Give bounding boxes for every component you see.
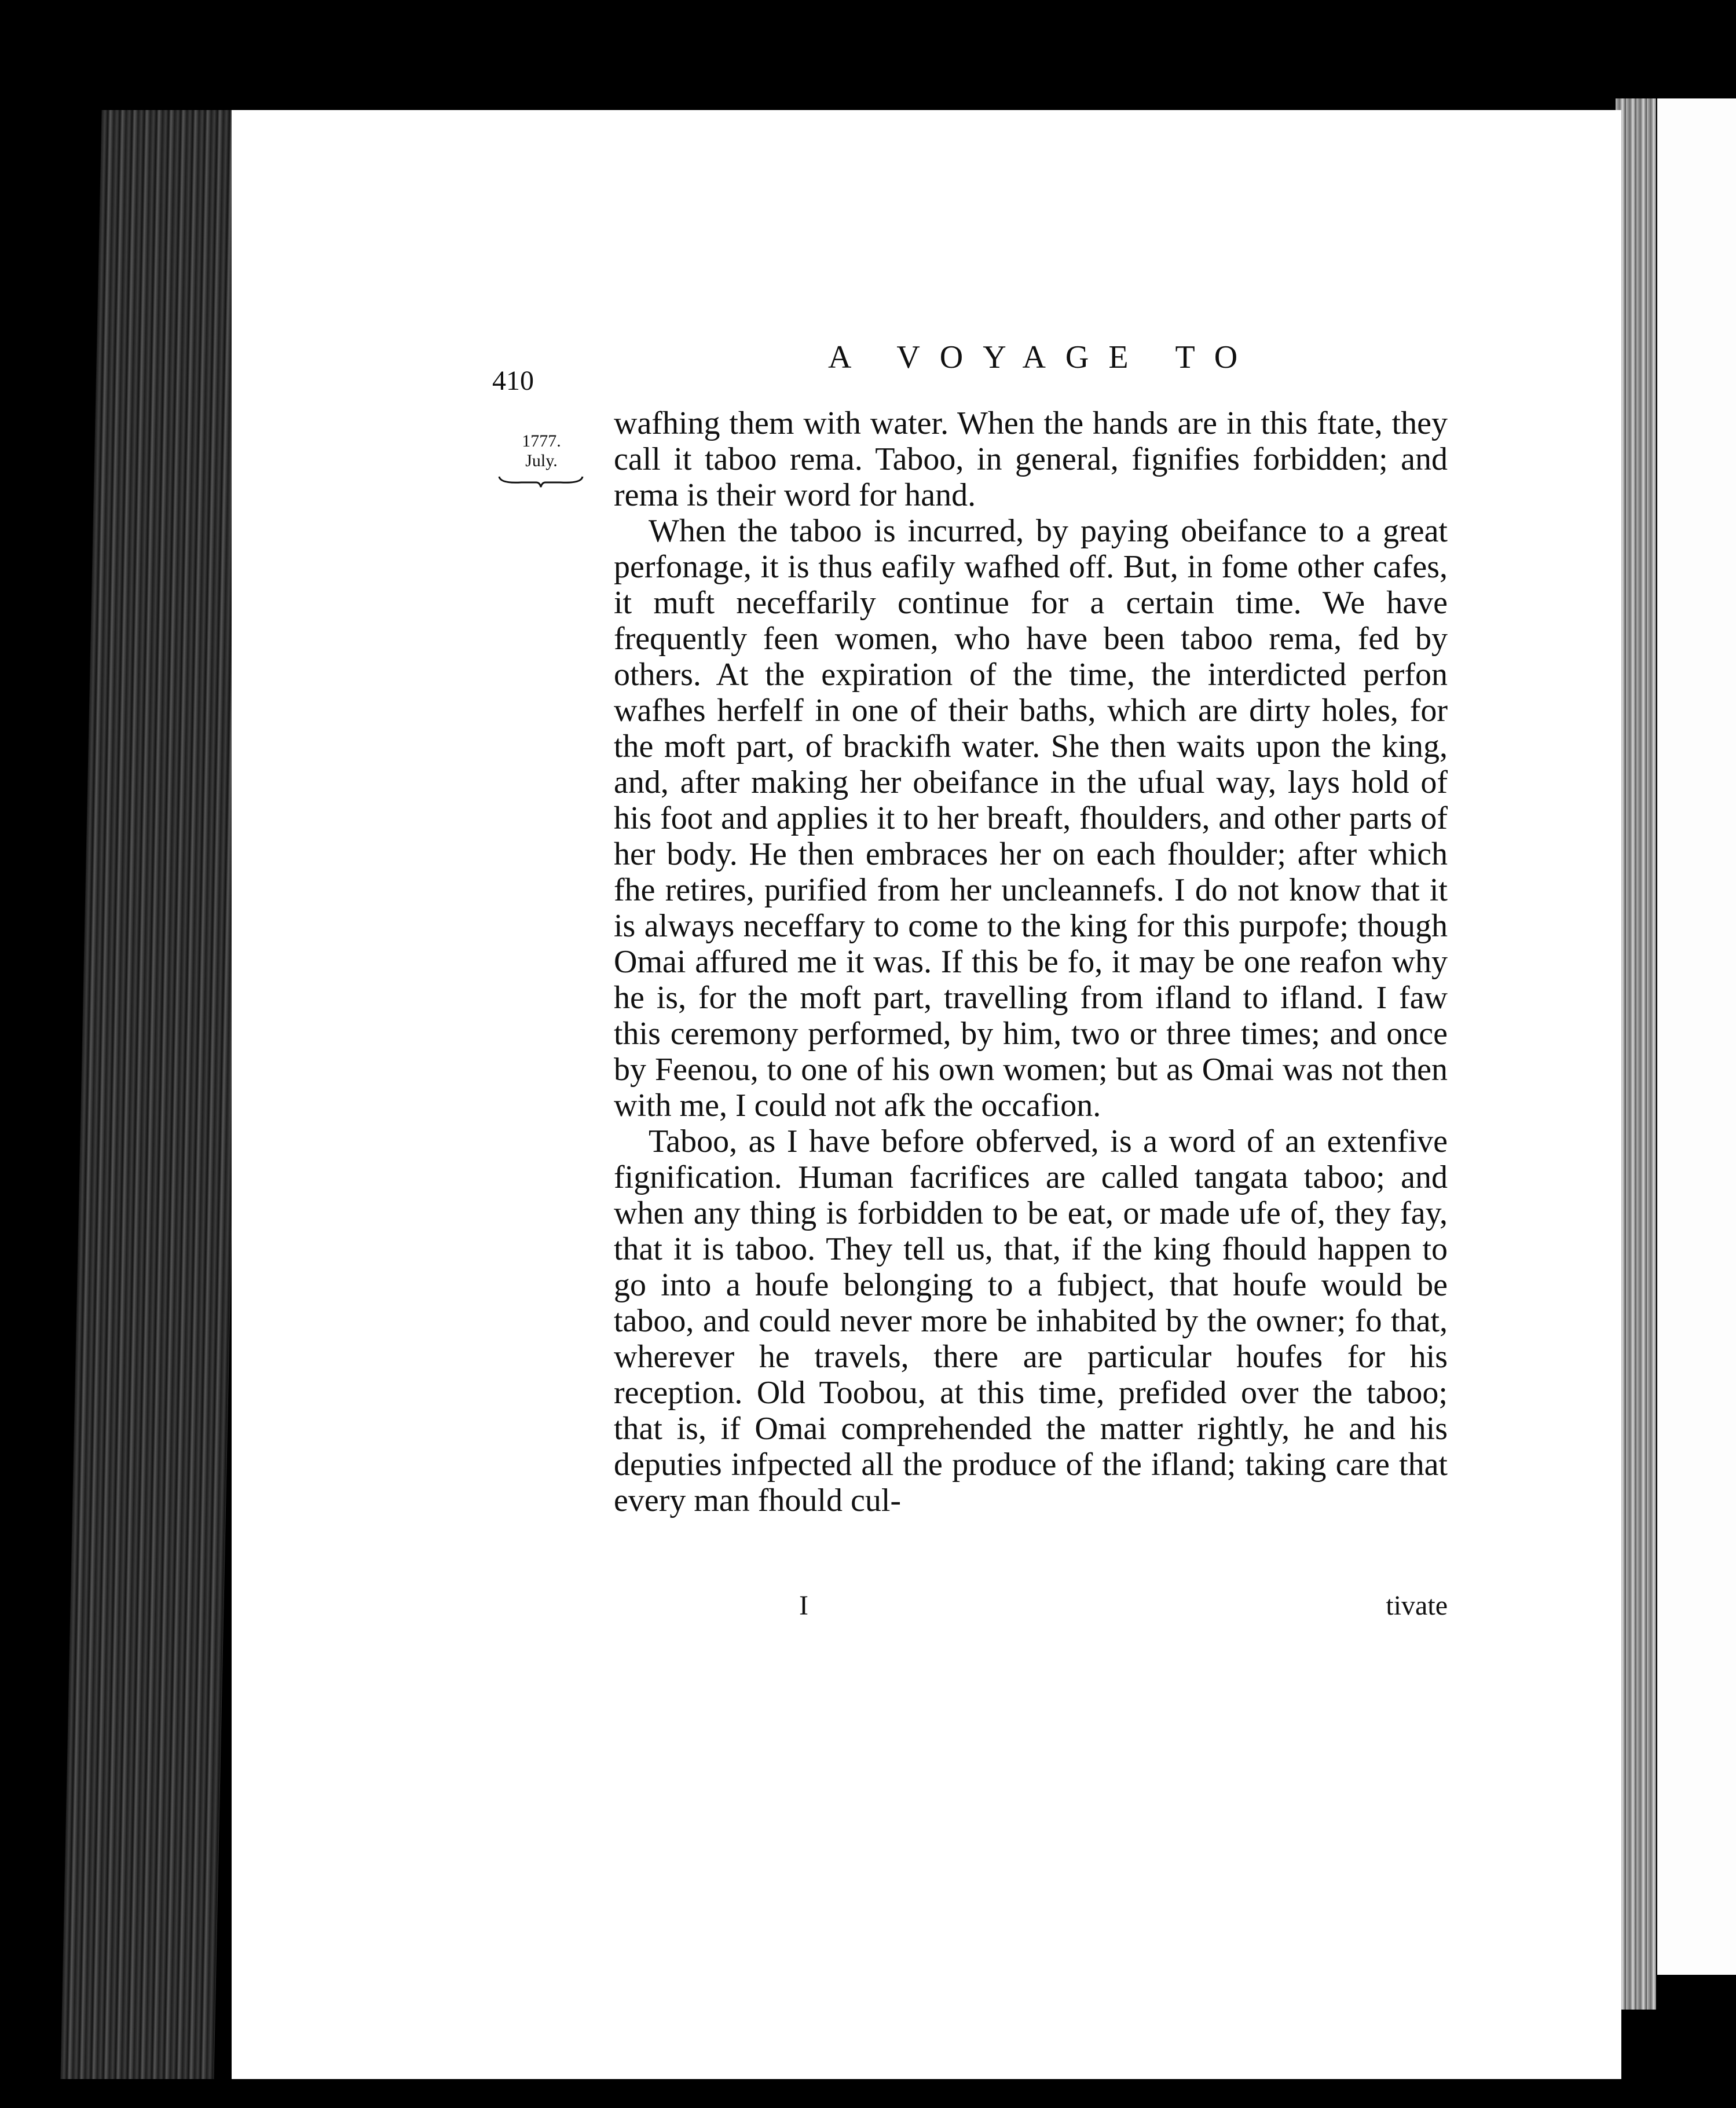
paragraph-3: Taboo, as I have before obferved, is a word of an extenfive fignification. Human facrifices are called tangata taboo; and when any thing is forbidden to be eat, or made ufe of, they fay, that it is taboo. They tell us, that, if the king fhould happen to go into a houfe belonging to a fubject, that houfe would be taboo, and could never more be inhabited by the owner; fo that, wherever he travels, there are particular houfes for his reception. Old Toobou, at this time, prefided over the taboo; that is, if Omai comprehended the matter rightly, he and his deputies infpected all the produce of the ifland; taking care that every man fhould cul- <box>614 1123 1448 1518</box>
brace-ornament <box>498 474 584 488</box>
body-text <box>614 405 1448 1518</box>
book-gutter-shadow <box>1616 98 1656 2010</box>
paragraph-1: wafhing them with water. When the hands are in this ftate, they call it taboo rema. Taboo, in general, fignifies forbidden; and rema is their word for hand. <box>614 405 1448 513</box>
page-number: 410 <box>492 365 534 396</box>
signature-mark: I <box>799 1590 808 1621</box>
margin-date-note <box>498 431 585 488</box>
running-head: A VOYAGE TO <box>828 339 1258 375</box>
catchword: tivate <box>1386 1590 1448 1621</box>
margin-month: July. <box>525 451 558 470</box>
facing-page-strip <box>1657 98 1736 1975</box>
margin-year: 1777. <box>522 431 561 451</box>
paragraph-2: When the taboo is incurred, by paying obeifance to a great perfonage, it is thus eafily wafhed off. But, in fome other cafes, it muft neceffarily continue for a certain time. We have frequently feen women, who have been taboo rema, fed by others. At the expiration of the time, the interdicted perfon wafhes herfelf in one of their baths, which are dirty holes, for the moft part, of brackifh water. She then waits upon the king, and, after making her obeifance in the ufual way, lays hold of his foot and applies it to her breaft, fhoulders, and other parts of her body. He then embraces her on each fhoulder; after which fhe retires, purified from her uncleannefs. I do not know that it is always neceffary to come to the king for this purpofe; though Omai affured me it was. If this be fo, it may be one reafon why he is, for the moft part, travelling from ifland to ifland. I faw this ceremony performed, by him, two or three times; and once by Feenou, to one of his own women; but as Omai was not then with me, I could not afk the occafion. <box>614 513 1448 1123</box>
